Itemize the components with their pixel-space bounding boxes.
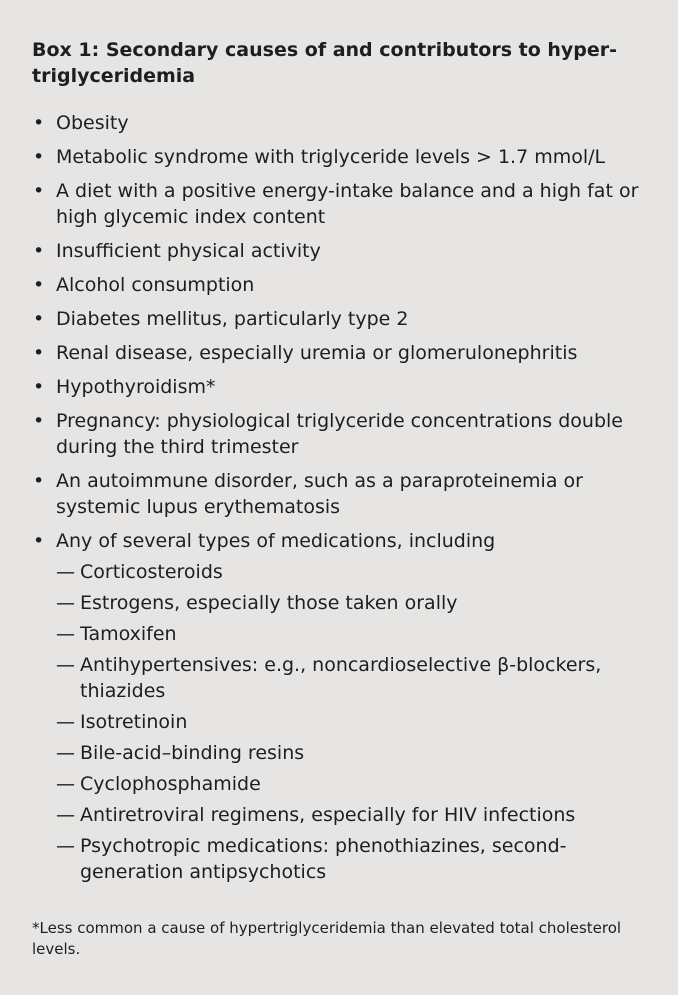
medication-text: Estrogens, especially those taken orally xyxy=(80,592,458,614)
list-item xyxy=(32,468,652,520)
list-item-text: Diabetes mellitus, particularly type 2 xyxy=(56,308,409,330)
list-item xyxy=(32,110,652,136)
list-item-text: An autoimmune disorder, such as a paraproteinemia or systemic lupus erythematosis xyxy=(56,470,583,518)
medication-item xyxy=(56,590,652,616)
bullet-icon: • xyxy=(33,180,45,202)
box-title: Box 1: Secondary causes of and contributors to hyper-triglyceridemia xyxy=(32,39,618,87)
medication-text: Psychotropic medications: phenothiazines, second-generation antipsychotics xyxy=(80,835,567,883)
list-item-medications xyxy=(32,528,652,885)
medication-item xyxy=(56,833,652,885)
medication-text: Isotretinoin xyxy=(80,711,188,733)
dash-icon: — xyxy=(56,773,75,795)
medication-item xyxy=(56,709,652,735)
medication-item xyxy=(56,652,652,704)
list-item xyxy=(32,306,652,332)
list-item-text: Any of several types of medications, including xyxy=(56,530,496,552)
bullet-icon: • xyxy=(33,470,45,492)
list-item xyxy=(32,374,652,400)
list-item-text: Obesity xyxy=(56,112,129,134)
medication-text: Antihypertensives: e.g., noncardioselective β-blockers, thiazides xyxy=(80,654,602,702)
list-item-text: Insufficient physical activity xyxy=(56,240,321,262)
bullet-icon: • xyxy=(33,342,45,364)
causes-list xyxy=(32,110,652,893)
bullet-icon: • xyxy=(33,530,45,552)
medication-item xyxy=(56,740,652,766)
list-item-text: Metabolic syndrome with triglyceride levels > 1.7 mmol/L xyxy=(56,146,606,168)
bullet-icon: • xyxy=(33,376,45,398)
list-item-text: A diet with a positive energy-intake balance and a high fat or high glycemic index content xyxy=(56,180,639,228)
list-item-text: Pregnancy: physiological triglyceride concentrations double during the third trimester xyxy=(56,410,623,458)
medication-item xyxy=(56,771,652,797)
medication-text: Cyclophosphamide xyxy=(80,773,261,795)
dash-icon: — xyxy=(56,592,75,614)
bullet-icon: • xyxy=(33,146,45,168)
list-item-text: Renal disease, especially uremia or glomerulonephritis xyxy=(56,342,578,364)
list-item-text: Alcohol consumption xyxy=(56,274,255,296)
bullet-icon: • xyxy=(33,308,45,330)
medication-text: Antiretroviral regimens, especially for HIV infections xyxy=(80,804,576,826)
list-item xyxy=(32,408,652,460)
bullet-icon: • xyxy=(33,112,45,134)
dash-icon: — xyxy=(56,623,75,645)
medication-text: Tamoxifen xyxy=(80,623,177,645)
dash-icon: — xyxy=(56,742,75,764)
medication-text: Corticosteroids xyxy=(80,561,223,583)
list-item xyxy=(32,238,652,264)
list-item xyxy=(32,272,652,298)
dash-icon: — xyxy=(56,561,75,583)
bullet-icon: • xyxy=(33,240,45,262)
medication-item xyxy=(56,559,652,585)
bullet-icon: • xyxy=(33,274,45,296)
dash-icon: — xyxy=(56,835,75,857)
medication-item xyxy=(56,621,652,647)
medications-list xyxy=(56,559,652,885)
dash-icon: — xyxy=(56,711,75,733)
medication-item xyxy=(56,802,652,828)
footnote: *Less common a cause of hypertriglyceridemia than elevated total cholesterol levels. xyxy=(32,919,622,958)
medication-text: Bile-acid–binding resins xyxy=(80,742,305,764)
dash-icon: — xyxy=(56,654,75,676)
list-item-text: Hypothyroidism* xyxy=(56,376,216,398)
list-item xyxy=(32,144,652,170)
bullet-icon: • xyxy=(33,410,45,432)
dash-icon: — xyxy=(56,804,75,826)
list-item xyxy=(32,340,652,366)
list-item xyxy=(32,178,652,230)
